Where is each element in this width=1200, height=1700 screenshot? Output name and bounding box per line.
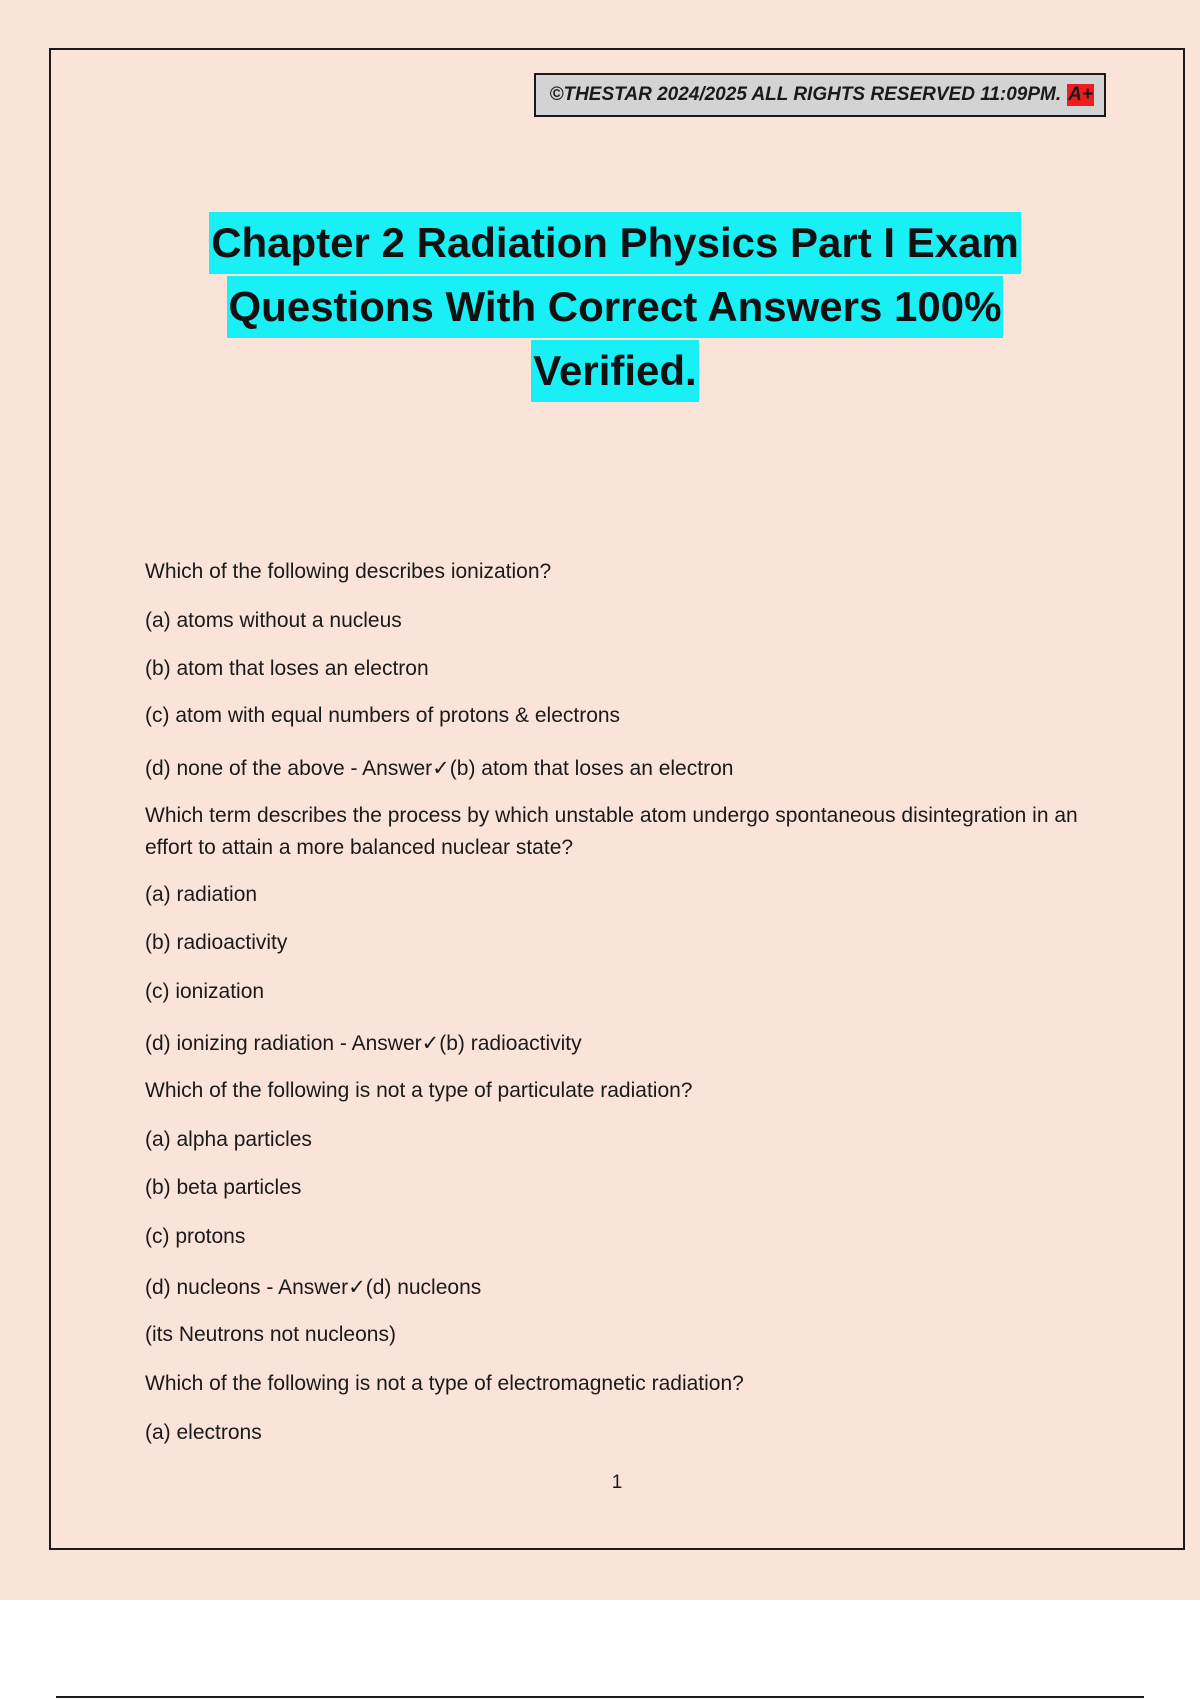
title-line-1: Chapter 2 Radiation Physics Part I Exam: [209, 212, 1021, 274]
document-title: [140, 212, 1090, 404]
question-3-option-c: (c) protons: [145, 1225, 246, 1248]
question-2-option-c: (c) ionization: [145, 980, 265, 1003]
question-1-answer: (b) atom that loses an electron: [449, 757, 734, 780]
question-3-option-b: (b) beta particles: [145, 1176, 302, 1199]
question-3-option-d: [145, 1271, 481, 1304]
question-1-text: Which of the following describes ionization?: [145, 560, 552, 583]
question-3-note: (its Neutrons not nucleons): [145, 1323, 396, 1346]
question-1-option-b: (b) atom that loses an electron: [145, 657, 429, 680]
copyright-text: ©THESTAR 2024/2025 ALL RIGHTS RESERVED 11:09PM.: [549, 84, 1062, 105]
question-2-option-a: (a) radiation: [145, 883, 258, 906]
question-1-option-a: (a) atoms without a nucleus: [145, 609, 402, 632]
title-line-3: Verified.: [531, 340, 698, 402]
page-number: 1: [611, 1472, 623, 1493]
question-4-text: Which of the following is not a type of electromagnetic radiation?: [145, 1372, 744, 1395]
question-1-option-c: (c) atom with equal numbers of protons & electrons: [145, 704, 621, 727]
footer-divider: [56, 1696, 1144, 1698]
checkmark-icon: ✓: [348, 1275, 366, 1299]
question-2-option-b: (b) radioactivity: [145, 931, 288, 954]
question-2-option-d-text: (d) ionizing radiation - Answer: [145, 1032, 422, 1055]
question-3-option-d-text: (d) nucleons - Answer: [145, 1276, 349, 1299]
checkmark-icon: ✓: [421, 1031, 440, 1055]
question-2-option-d: [145, 1027, 582, 1060]
grade-badge: A+: [1068, 84, 1093, 105]
question-2-answer: (b) radioactivity: [439, 1032, 582, 1055]
question-1-option-d: [145, 752, 733, 785]
checkmark-icon: ✓: [432, 756, 450, 780]
title-line-2: Questions With Correct Answers 100%: [227, 276, 1004, 338]
question-3-text: Which of the following is not a type of particulate radiation?: [145, 1079, 693, 1102]
question-1-option-d-text: (d) none of the above - Answer: [145, 757, 433, 780]
question-3-option-a: (a) alpha particles: [145, 1128, 312, 1151]
question-4-option-a: (a) electrons: [145, 1421, 262, 1444]
question-2-text: Which term describes the process by which unstable atom undergo spontaneous disintegration in an effort to attain a more balanced nuclear state?: [145, 804, 1078, 859]
copyright-banner: [534, 73, 1106, 117]
question-3-answer: (d) nucleons: [365, 1276, 482, 1299]
